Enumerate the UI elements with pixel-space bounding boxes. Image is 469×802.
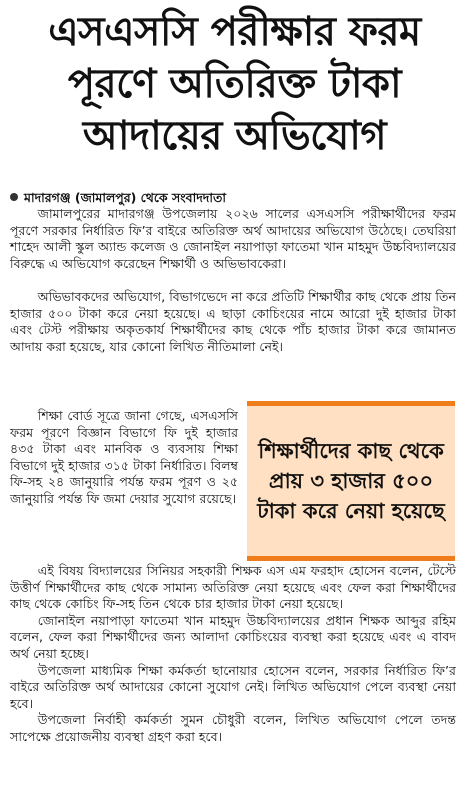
- paragraph-2: অভিভাবকদের অভিযোগ, বিভাগভেদে না করে প্রতিটি শিক্ষার্থীর কাছ থেকে প্রায় তিন হাজার ৫০০ টাকা করে নেয়া হয়েছে। এ ছাড়া কোচিংয়ের নামে আরো দুই হাজার টাকা এবং টেস্ট পরীক্ষায় অকৃতকার্য শিক্ষার্থীদের কাছ থেকে পাঁচ হাজার টাকা করে জামানত আদায় করা হয়েছে, যার কোনো লিখিত নীতিমালা নেই।: [10, 289, 456, 354]
- paragraph-1: জামালপুরের মাদারগঞ্জ উপজেলায় ২০২৬ সালের এসএসসি পরীক্ষার্থীদের ফরম পূরণে সরকার নির্ধারিত ফি’র বাইরে অতিরিক্ত অর্থ আদায়ের অভিযোগ উঠেছে। তেঘরিয়া শাহেদ আলী স্কুল অ্যান্ড কলেজ ও জোনাইল নয়াপাড়া ফাতেমা খান মাহমুদ উচ্চবিদ্যালয়ের বিরুদ্ধে এ অভিযোগ করেছেন শিক্ষার্থী ও অভিভাবকেরা।: [10, 206, 456, 271]
- article-body-left-column: [10, 408, 238, 508]
- paragraph-4: এই বিষয় বিদ্যালয়ের সিনিয়র সহকারী শিক্ষক এস এম ফরহাদ হোসেন বলেন, টেস্টে উত্তীর্ণ শিক্ষার্থীদের কাছ থেকে সামান্য অতিরিক্ত নেয়া হয়েছে এবং ফেল করা শিক্ষার্থীদের কাছ থেকে কোচিং ফি-সহ তিন থেকে চার হাজার টাকা নেয়া হয়েছে।: [10, 563, 456, 612]
- pull-quote: [247, 401, 455, 561]
- pull-quote-text: শিক্ষার্থীদের কাছ থেকে প্রায় ৩ হাজার ৫০০ টাকা করে নেয়া হয়েছে: [257, 439, 445, 523]
- article-body-bottom: [10, 563, 456, 746]
- paragraph-6: উপজেলা মাধ্যমিক শিক্ষা কর্মকর্তা ছানোয়ার হোসেন বলেন, সরকার নির্ধারিত ফি’র বাইরে অতিরিক্ত অর্থ আদায়ের কোনো সুযোগ নেই। লিখিত অভিযোগ পেলে ব্যবস্থা নেয়া হবে।: [10, 662, 456, 711]
- headline-line-3: আদায়ের অভিযোগ: [82, 113, 387, 159]
- headline-line-2: পূরণে অতিরিক্ত টাকা: [67, 61, 402, 107]
- paragraph-3: শিক্ষা বোর্ড সূত্রে জানা গেছে, এসএসসি ফরম পূরণে বিজ্ঞান বিভাগে ফি দুই হাজার ৪৩৫ টাকা এবং মানবিক ও ব্যবসায় শিক্ষা বিভাগে দুই হাজার ৩১৫ টাকা নির্ধারিত। বিলম্ব ফি-সহ ২৪ জানুয়ারি পর্যন্ত ফরম পূরণ ও ২৫ জানুয়ারি পর্যন্ত ফি জমা দেয়ার সুযোগ রয়েছে।: [10, 408, 238, 506]
- paragraph-7: উপজেলা নির্বাহী কর্মকর্তা সুমন চৌধুরী বলেন, লিখিত অভিযোগ পেলে তদন্ত সাপেক্ষে প্রয়োজনীয় ব্যবস্থা গ্রহণ করা হবে।: [10, 712, 456, 744]
- byline-text: মাদারগঞ্জ (জামালপুর) থেকে সংবাদদাতা: [24, 190, 226, 205]
- paragraph-5: জোনাইল নয়াপাড়া ফাতেমা খান মাহমুদ উচ্চবিদ্যালয়ের প্রধান শিক্ষক আব্দুর রহিম বলেন, ফেল করা শিক্ষার্থীদের জন্য আলাদা কোচিংয়ের ব্যবস্থা করা হয়েছে এবং এ বাবদ অর্থ নেয়া হচ্ছে।: [10, 612, 456, 661]
- headline-line-1: এসএসসি পরীক্ষার ফরম: [48, 9, 421, 55]
- article-body-top: [10, 206, 456, 272]
- bullet-icon: [10, 193, 18, 201]
- article-body-second: [10, 289, 456, 355]
- headline: [0, 6, 469, 162]
